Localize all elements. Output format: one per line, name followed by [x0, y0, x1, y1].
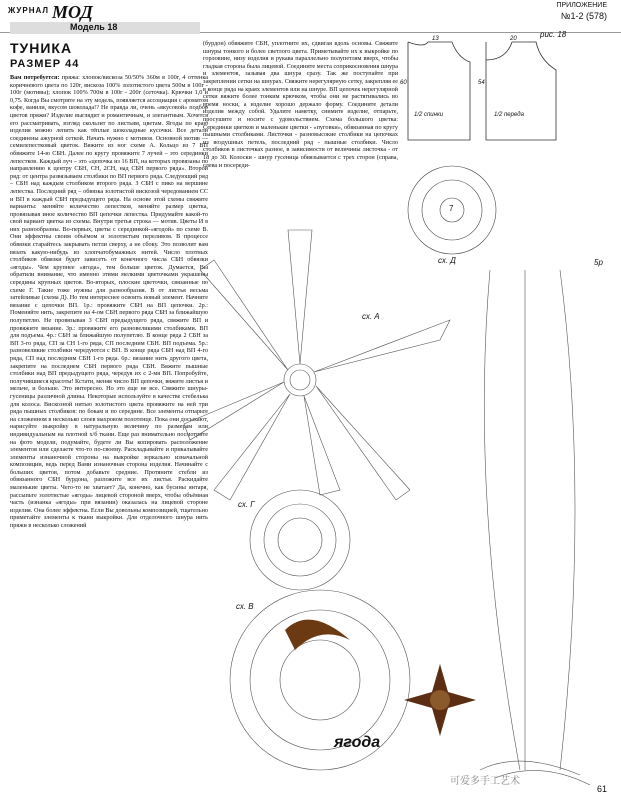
size-label: РАЗМЕР 44 [10, 58, 80, 70]
dim-back-width: 1/2 спинки [414, 112, 444, 118]
materials-label: Вам потребуется: [10, 74, 60, 81]
dim-front-shoulder: 20 [510, 36, 517, 42]
scheme-a-label: сх. А [362, 312, 380, 321]
page-title: ТУНИКА [10, 40, 73, 56]
berry-label: ягода [334, 734, 381, 751]
page-number: 61 [596, 784, 607, 794]
pattern-back [408, 42, 556, 140]
flower-a-diagram [184, 230, 450, 500]
watermark: 可爱多手工艺术 [450, 776, 520, 787]
dim-front-height: 54 [478, 80, 485, 86]
appendix-label: ПРИЛОЖЕНИЕ [556, 2, 607, 9]
flower-g-diagram [250, 490, 350, 590]
dim-front-width: 1/2 переда [494, 112, 524, 118]
flower-b-diagram [230, 590, 410, 770]
model-label: Модель 18 [10, 22, 200, 34]
scheme-d-label: сх. Д [438, 256, 456, 265]
scheme-g-label: сх. Г [238, 500, 255, 509]
magazine-brand-top: ЖУРНАЛ [8, 6, 50, 15]
instructions-text-2: (бурдон) обвяжите СБН, уплотните их, сдвигая вдоль основы. Свяжите шнуры тонкого и более светлого цвета. Приметывайте их к выкройке по горловине, низу изделия и рукава параллельно полупетлям вверх, чтобы гладкая сторона была лицевой. Соедините места соприкосновения шнура и элементов, зазывая два шнура сразу. Так же поступайте при закреплении сетки на шнурах. Свяжите нерегулярную сетку, закрепляя ее в конце ряда на краях элементов или на шнуре. ВП цепочек нерегулярной сетки вяжите более тонким крючком, чтобы они не растягивались во время носки, а изделие хорошо держало форму. Соедините детали изделия между собой. Удалите наметку, снимите изделие, отпарьте, просушите и носите с удовольствием. Схема большого цветка: Серединки цветков и маленькие цветки - «пуговки», обвязанная по кругу пышными столбиками. Листочки - разновысокие столбики на цепочках из воздушных петель, последний ряд - пышные столбики. Число столбиков в листочках разное, в зависимости от величины листочка - от 18 до 30. Колоски - шнур гусеница обвязывается с трех сторон (справа, слева и посереди- [203, 40, 398, 169]
center-count-label: 7 [449, 204, 454, 213]
leaf-motif-photo [404, 664, 476, 736]
instructions-text-1: пряжа: хлопок/вискоза 50/50% 360м в 100г, 4 оттенка коричневого цвета по 120г, вискоза 100% золотистого цвета 500м в 100г - 100г (мотивы); хлопок 100% 700м в 100г - 200г (сеточка). Крючки 1,0 и 0,75. Когда Вы смотрите на эту модель, появляется ассоциация с ароматом кофе, ванили, вкусом шоколада!? Не правда ли, очень «вкусовой» подбор цветов пряжи? Изделие выглядит и романтичным, и элегантным. Хочется его рассматривать, взгляд скользит по листьям, цветам. Ягоды по краю изделия можно лепить как тёплые шоколадные кусочки. Все детали соединены ажурной сеткой. Начать нужно с мотивов. Основной мотив — семилепестковый цветок. Вяжите из ног схеме А. Кольцо из 7 ВП обвяжите 14-ю СБН. Далее по кругу провяжите 7 лучей – это серединки лепестков. Каждый луч – это «цепочка из 16 ВП, на которых провязаны по направлению к центру СБН, СН, 2СН, над СБН первого ряда». Второй ряд: от центра развязываем столбики по ВП первого ряда. Следующий ряд – СБН над каждым столбиком второго ряда. З СБН с пико на вершине лепестка. Последний ряд – обвязка золотистой вискозой чередованием СС и ВП в каждый СБН предыдущего ряда. На основе этой схемы свяжите варианты: меняйте количество лепестков, меняйте размер цветка, провязывая иное количество ВП цепочки лепестка. Придумайте какой-то свой вариант цветка из схемы. Внутри третья строка — мотив. Цветы И в них разнообразны. Во-первых, цветы с серединкой-«ягодой» по схеме В. Они эффектны своим объёмом и золотистым переливом. В процессе обвязки старайтесь закрывать петли сверху, а не сбоку. Это позволит вам вязать какую-нибудь из хлопчатобумажных нитей. Число плотных столбиков обвязки будет зависеть от конечного числа СБН обвязки «ягоды». Чем крупнее «ягода», тем больше цветок. Думается, Вы обратили внимание, что именно этими мелкими цветочками украшены середины крупных цветов. Во-вторых, плоские цветочки, связанные по схеме Г. Такие тоже нужны для разнообразия. В от листья весьма затейливые (схема Д). Но тем интереснее освоить новый элемент. Начните вязание с цепочки ВП. 1р.: провяжите СБН на ВП цепочки. 2р.: Поменяйте нить, закрепите на 4-ом СБН первого ряда СБН за ближайшую полупетлю. Не провязывая 3 СБН предыдущего ряда, свяжите ВП и провяжите вязание. 3р.: провяжите его разновеликими столбиками. ВП для подъема. 4р.: СБН за ближайшую полупетлю. В конце ряда 2 СБН за ВП 3-го ряда, СП за СН 1-го ряда, СП последним СБН. ВП подъема. 5р.: разновеликие столбики чередуются с ВП. В конце ряда СБН над ВП 4-го ряда, СП над последним СБН 1-го ряда. 6р.: вязание нить другого цвета, закрепите на последнем СБН первого ряда СБН. Вяжите пышные столбики над ВП предыдущего ряда, чередуя их с 2-мя ВП. Попробуйте, получившиеся красоты! Кстати, меняя число ВП цепочки, вяжите листья и мельче, и больше. Это интересно. Но это еще не все. Свяжите шнуры-гусеницы различной длины. Некоторые используйте в качестве стебелька для колоса. Вискозной нитью золотистого цвета провяжите на ней три ряда пышных столбиков: по бокам и по середине. Все элементы отпарьте на сложенном в несколько слоев махровом полотенце. Пока они досыхают, нарисуйте выкройку в натуральную величину по размерам или индивидуальным на плотной х/б ткани. Еще раз внимательно посмотрите на фото модели, подумайте, будете ли Вы копировать расположение элементов или сделаете что-то по-своему. Раскладывайте и прикалывайте элементы изнаночной стороны на выкройке зеркально изначальной композиции, ведь перед Вами изнаночная сторона изделия. Начинайте с больших цветов, потом добавьте средние. Протяните стебли из обвязанного СБН бурдона, разложите все их листья. Раскидайте маленькие цветы. Чего-то не хватает? Да, конечно, как бусины янтаря, рассыпьте золотистые «ягоды» лицевой стороной вверх, чтобы объёмная часть (изнанка «ягоды» при вязании) оказалась на лицевой стороне изделия. Она более эффектна. Если Вы довольны композицией, тщательно приметайте элементы к ткани выкройки. Для отделочного шнура нить пряжи в несколько сложений [10, 74, 208, 530]
rows-label: 5р [594, 258, 603, 267]
dim-back-shoulder: 13 [432, 36, 439, 42]
scheme-b-label: сх. В [236, 602, 254, 611]
dim-back-height: 60 [400, 80, 407, 86]
leaf-d-diagram [484, 270, 575, 770]
issue-number: №1-2 (578) [560, 11, 607, 21]
figure-label: рис. 18 [540, 30, 567, 39]
magazine-logo: МОД [52, 2, 93, 22]
